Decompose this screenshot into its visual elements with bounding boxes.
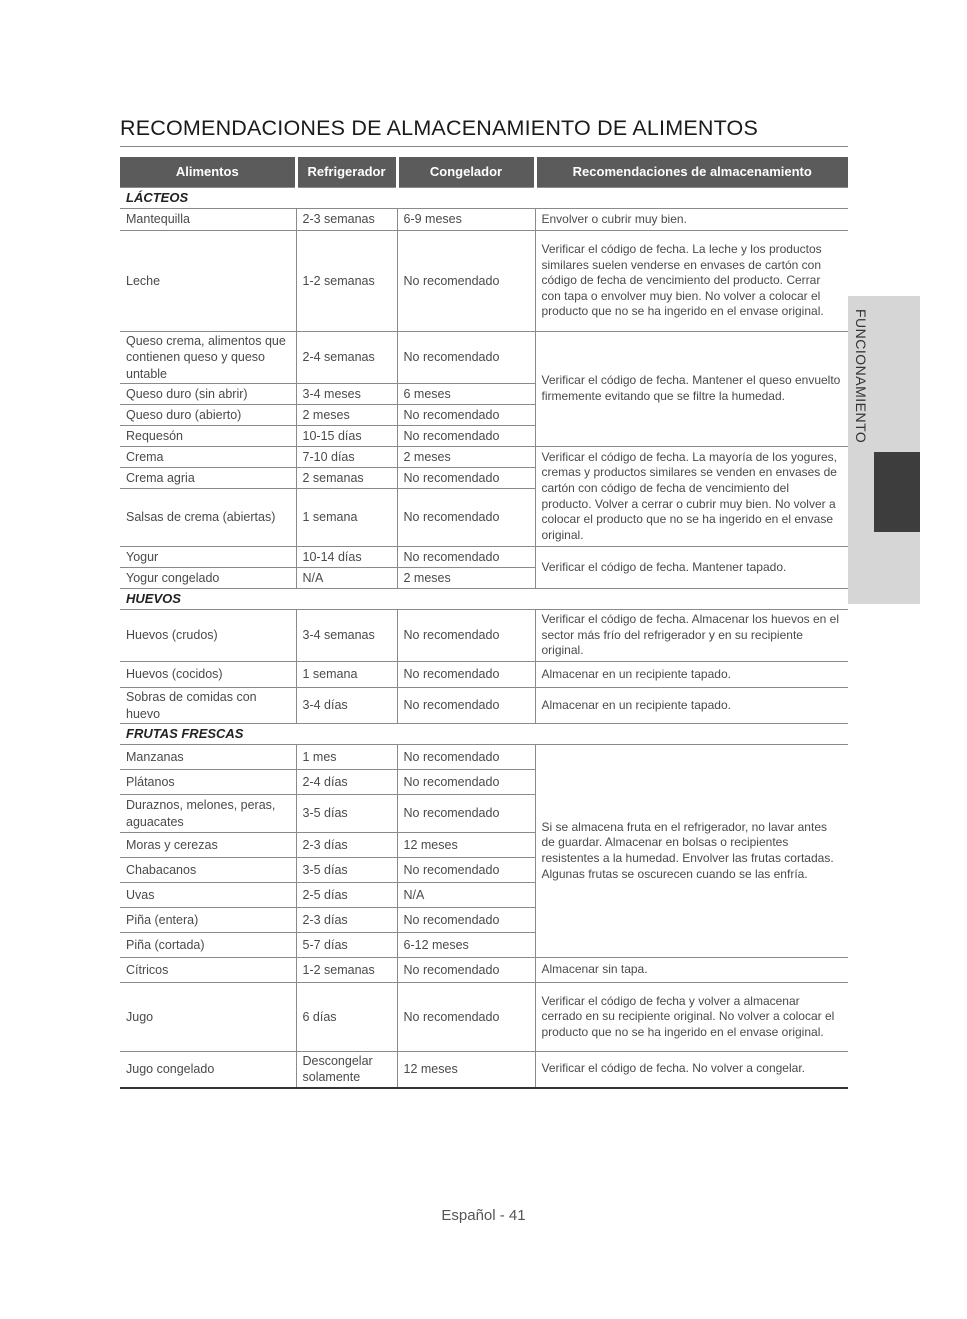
table-row <box>120 662 848 688</box>
fridge-cell: 2-4 semanas <box>296 332 397 384</box>
header-congelador: Congelador <box>397 157 535 188</box>
freezer-cell: 12 meses <box>397 833 535 858</box>
fridge-cell: 2-3 días <box>296 908 397 933</box>
table-row <box>120 547 848 568</box>
food-cell: Jugo <box>120 983 296 1052</box>
section-row-huevos <box>120 589 848 610</box>
food-cell: Cítricos <box>120 958 296 983</box>
recommendation-cell: Si se almacena fruta en el refrigerador, no lavar antes de guardar. Almacenar en bolsas o recipientes resistentes a la humedad. Envolver las frutas cortadas. Algunas frutas se oscurecen cuando se las enfría. <box>535 745 848 958</box>
fridge-cell: 5-7 días <box>296 933 397 958</box>
section-row-lacteos <box>120 188 848 209</box>
freezer-cell: No recomendado <box>397 468 535 489</box>
food-cell: Mantequilla <box>120 209 296 231</box>
freezer-cell: N/A <box>397 883 535 908</box>
side-tab-label: FUNCIONAMIENTO <box>853 308 869 444</box>
fridge-cell: 1-2 semanas <box>296 231 397 332</box>
recommendation-cell: Verificar el código de fecha. La mayoría de los yogures, cremas y productos similares se venden en envases de cartón con código de fecha de vencimiento del producto. Volver a cerrar o cubrir muy bien. No volver a colocar el producto que no se ha ingerido en el envase original. <box>535 447 848 547</box>
food-cell: Jugo congelado <box>120 1052 296 1088</box>
freezer-cell: No recomendado <box>397 958 535 983</box>
page-title: RECOMENDACIONES DE ALMACENAMIENTO DE ALIMENTOS <box>120 116 848 147</box>
freezer-cell: No recomendado <box>397 983 535 1052</box>
food-cell: Plátanos <box>120 770 296 795</box>
freezer-cell: No recomendado <box>397 688 535 724</box>
fridge-cell: 2-3 días <box>296 833 397 858</box>
fridge-cell: 2 meses <box>296 405 397 426</box>
recommendation-cell: Envolver o cubrir muy bien. <box>535 209 848 231</box>
freezer-cell: 2 meses <box>397 447 535 468</box>
table-row <box>120 1052 848 1088</box>
fridge-cell: Descongelar solamente <box>296 1052 397 1088</box>
food-cell: Crema agria <box>120 468 296 489</box>
recommendation-cell: Verificar el código de fecha. No volver a congelar. <box>535 1052 848 1088</box>
table-row <box>120 688 848 724</box>
fridge-cell: 3-4 meses <box>296 384 397 405</box>
recommendation-cell: Almacenar en un recipiente tapado. <box>535 688 848 724</box>
recommendation-cell: Verificar el código de fecha. La leche y los productos similares suelen venderse en envases de cartón con código de fecha de vencimiento del producto. Cerrar con tapa o envolver muy bien. No volver a colocar el producto que no se ha ingerido en el envase original. <box>535 231 848 332</box>
freezer-cell: No recomendado <box>397 426 535 447</box>
food-cell: Chabacanos <box>120 858 296 883</box>
recommendation-cell: Almacenar en un recipiente tapado. <box>535 662 848 688</box>
freezer-cell: 12 meses <box>397 1052 535 1088</box>
freezer-cell: No recomendado <box>397 908 535 933</box>
freezer-cell: No recomendado <box>397 405 535 426</box>
food-cell: Queso duro (abierto) <box>120 405 296 426</box>
freezer-cell: No recomendado <box>397 610 535 662</box>
fridge-cell: 1-2 semanas <box>296 958 397 983</box>
freezer-cell: No recomendado <box>397 231 535 332</box>
fridge-cell: 1 semana <box>296 662 397 688</box>
food-cell: Huevos (cocidos) <box>120 662 296 688</box>
table-row <box>120 332 848 384</box>
header-refrigerador: Refrigerador <box>296 157 397 188</box>
freezer-cell: 6-12 meses <box>397 933 535 958</box>
freezer-cell: 6 meses <box>397 384 535 405</box>
food-cell: Piña (entera) <box>120 908 296 933</box>
page-number: Español - 41 <box>441 1207 526 1224</box>
food-cell: Yogur congelado <box>120 568 296 589</box>
header-recomendaciones: Recomendaciones de almacenamiento <box>535 157 848 188</box>
food-cell: Duraznos, melones, peras, aguacates <box>120 795 296 833</box>
recommendation-cell: Almacenar sin tapa. <box>535 958 848 983</box>
food-cell: Queso duro (sin abrir) <box>120 384 296 405</box>
table-row <box>120 745 848 770</box>
fridge-cell: 10-15 días <box>296 426 397 447</box>
table-row <box>120 610 848 662</box>
fridge-cell: 2 semanas <box>296 468 397 489</box>
fridge-cell: 1 semana <box>296 489 397 547</box>
fridge-cell: 6 días <box>296 983 397 1052</box>
food-cell: Requesón <box>120 426 296 447</box>
food-cell: Crema <box>120 447 296 468</box>
fridge-cell: 3-4 días <box>296 688 397 724</box>
section-row-frutas <box>120 724 848 745</box>
food-cell: Salsas de crema (abiertas) <box>120 489 296 547</box>
fridge-cell: 7-10 días <box>296 447 397 468</box>
recommendation-cell: Verificar el código de fecha. Mantener tapado. <box>535 547 848 589</box>
fridge-cell: 2-5 días <box>296 883 397 908</box>
recommendation-cell: Verificar el código de fecha y volver a almacenar cerrado en su recipiente original. No volver a colocar el producto que no se ha ingerido en el envase original. <box>535 983 848 1052</box>
food-cell: Uvas <box>120 883 296 908</box>
fridge-cell: 2-3 semanas <box>296 209 397 231</box>
food-cell: Piña (cortada) <box>120 933 296 958</box>
section-label: LÁCTEOS <box>120 188 848 209</box>
freezer-cell: 6-9 meses <box>397 209 535 231</box>
table-row <box>120 209 848 231</box>
table-row <box>120 447 848 468</box>
food-cell: Yogur <box>120 547 296 568</box>
freezer-cell: 2 meses <box>397 568 535 589</box>
food-cell: Manzanas <box>120 745 296 770</box>
fridge-cell: 10-14 días <box>296 547 397 568</box>
section-label: HUEVOS <box>120 589 848 610</box>
table-row <box>120 231 848 332</box>
side-tab-marker <box>874 452 920 532</box>
fridge-cell: N/A <box>296 568 397 589</box>
freezer-cell: No recomendado <box>397 489 535 547</box>
table-row <box>120 983 848 1052</box>
table-row <box>120 958 848 983</box>
storage-table <box>120 157 848 1089</box>
freezer-cell: No recomendado <box>397 795 535 833</box>
freezer-cell: No recomendado <box>397 745 535 770</box>
food-cell: Sobras de comidas con huevo <box>120 688 296 724</box>
fridge-cell: 1 mes <box>296 745 397 770</box>
freezer-cell: No recomendado <box>397 332 535 384</box>
food-cell: Leche <box>120 231 296 332</box>
fridge-cell: 3-5 días <box>296 795 397 833</box>
recommendation-cell: Verificar el código de fecha. Mantener el queso envuelto firmemente evitando que se filtre la humedad. <box>535 332 848 447</box>
fridge-cell: 2-4 días <box>296 770 397 795</box>
section-label: FRUTAS FRESCAS <box>120 724 848 745</box>
food-cell: Huevos (crudos) <box>120 610 296 662</box>
fridge-cell: 3-4 semanas <box>296 610 397 662</box>
freezer-cell: No recomendado <box>397 858 535 883</box>
header-alimentos: Alimentos <box>120 157 296 188</box>
table-header-row <box>120 157 848 188</box>
freezer-cell: No recomendado <box>397 547 535 568</box>
recommendation-cell: Verificar el código de fecha. Almacenar los huevos en el sector más frío del refrigerador y en su recipiente original. <box>535 610 848 662</box>
freezer-cell: No recomendado <box>397 770 535 795</box>
freezer-cell: No recomendado <box>397 662 535 688</box>
food-cell: Queso crema, alimentos que contienen queso y queso untable <box>120 332 296 384</box>
food-cell: Moras y cerezas <box>120 833 296 858</box>
fridge-cell: 3-5 días <box>296 858 397 883</box>
